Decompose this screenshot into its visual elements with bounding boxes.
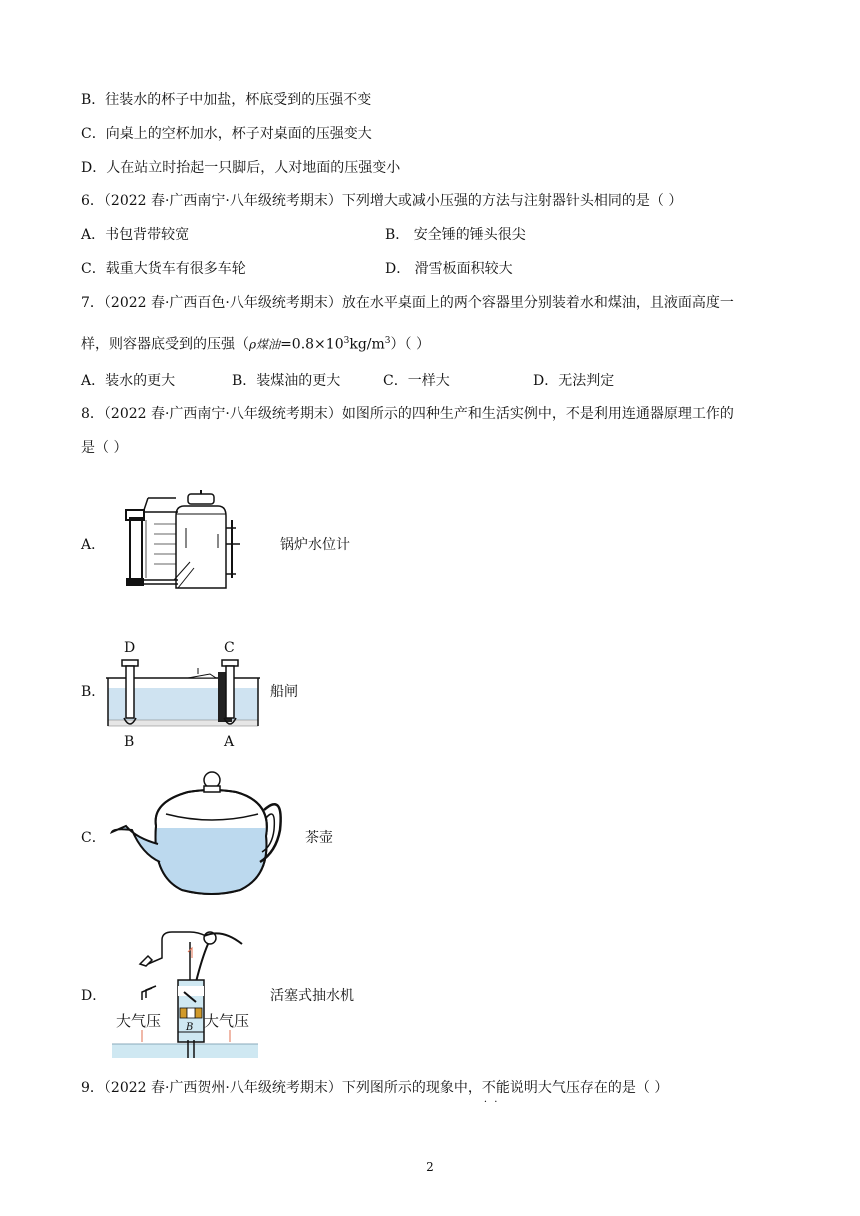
boiler-water-gauge-figure — [118, 488, 240, 595]
teapot-figure — [108, 766, 284, 900]
q5-option-c: C．向桌上的空杯加水，杯子对桌面的压强变大 — [81, 126, 372, 142]
page-number: 2 — [426, 1160, 434, 1174]
q8-option-d-caption: 活塞式抽水机 — [270, 988, 354, 1004]
q5-option-d: D．人在站立时抬起一只脚后，人对地面的压强变小 — [81, 160, 401, 176]
q6-option-d: D． 滑雪板面积较大 — [385, 261, 513, 277]
q8-option-b-label: B． — [81, 684, 106, 700]
q6-option-b: B． 安全锤的锤头很尖 — [385, 227, 526, 243]
q8-option-a-caption: 锅炉水位计 — [280, 537, 350, 553]
q9-stem: 9．（2022 春·广西贺州·八年级统考期末）下列图所示的现象中，不能 · ·说明大气压存在的是（ ） — [81, 1078, 668, 1098]
q7-option-c: C．一样大 — [383, 373, 450, 389]
q6-option-c: C．载重大货车有很多车轮 — [81, 261, 246, 277]
q8-option-d-label: D． — [81, 988, 107, 1004]
q6-option-a: A．书包背带较宽 — [81, 227, 190, 243]
q7-option-d: D．无法判定 — [533, 373, 615, 389]
q8-option-c-label: C． — [81, 830, 106, 846]
q6-stem: 6．（2022 春·广西南宁·八年级统考期末）下列增大或减小压强的方法与注射器针头相同的是（ ） — [81, 193, 683, 209]
q8-stem-line2: 是（ ） — [81, 440, 128, 456]
lock-label-d: D — [124, 640, 136, 656]
q5-option-b: B．往装水的杯子中加盐，杯底受到的压强不变 — [81, 92, 372, 108]
q9-emphasis: 不能 · · — [482, 1080, 510, 1096]
lock-label-a: A — [224, 734, 235, 750]
q7-stem-line2: 样，则容器底受到的压强（ρ煤油$=0.8\times 10^3kg/m^3$）（ ） — [81, 336, 430, 353]
pump-label-atm-left: 大气压 — [116, 1012, 162, 1030]
q7-option-a: A．装水的更大 — [81, 373, 176, 389]
q8-option-a-label: A． — [81, 537, 106, 553]
piston-pump-figure — [112, 928, 258, 1066]
ship-lock-figure — [106, 638, 266, 750]
q7-stem-line1: 7．（2022 春·广西百色·八年级统考期末）放在水平桌面上的两个容器里分别装着水和煤油，且液面高度一 — [81, 295, 734, 311]
pump-label-atm-right: 大气压 — [204, 1012, 250, 1030]
pump-label-b: B — [186, 1022, 194, 1033]
q8-stem-line1: 8．（2022 春·广西南宁·八年级统考期末）如图所示的四种生产和生活实例中，不是利用连通器原理工作的 — [81, 406, 734, 422]
q8-option-b-caption: 船闸 — [270, 684, 298, 700]
q8-option-c-caption: 茶壶 — [305, 830, 333, 846]
lock-label-c: C — [224, 640, 235, 656]
q7-option-b: B．装煤油的更大 — [232, 373, 341, 389]
lock-label-b: B — [124, 734, 135, 750]
